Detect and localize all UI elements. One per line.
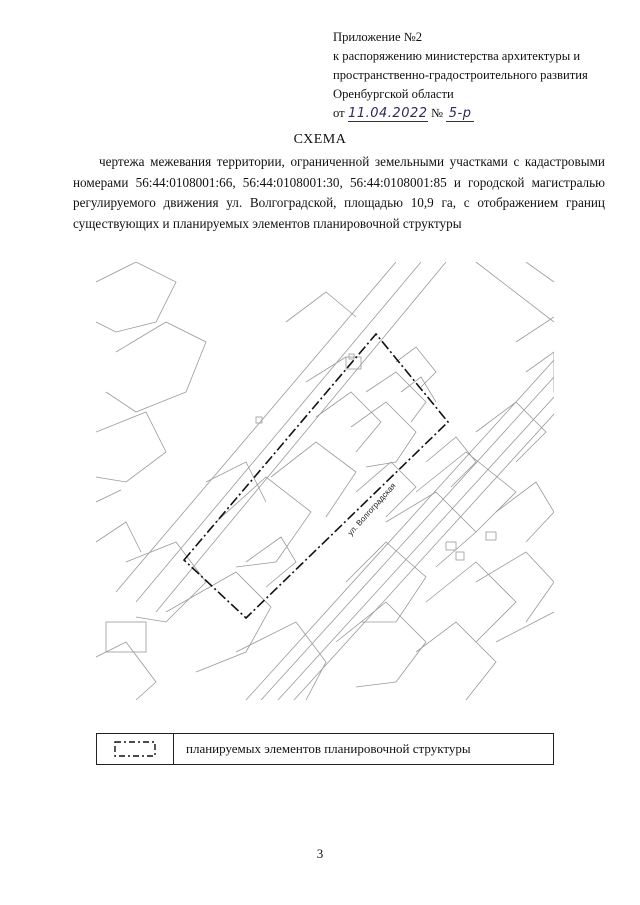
map-legend: [96, 733, 554, 765]
site-plan-map: [96, 262, 554, 700]
site-plan-drawing: [96, 262, 554, 700]
attachment-header: [333, 28, 633, 123]
document-title: СХЕМА: [293, 132, 347, 147]
page-number: 3: [316, 846, 324, 861]
attachment-title: Приложение №2: [333, 30, 423, 44]
document-description: чертежа межевания территории, ограниченной земельными участками с кадастровыми номерами 56:44:0108001:66, 56:44:0108001:30, 56:44:0108001:85 и городской магистралью регулируемого движения ул. Волгоградской, площадью 10,9 га, с отображением границ существующих и планируемых элементов планировочной структуры: [73, 154, 605, 231]
from-label: от: [333, 106, 345, 120]
attachment-date-line: [333, 104, 633, 123]
attachment-ref-line: к распоряжению министерства архитектуры и: [333, 49, 581, 63]
number-label: №: [430, 106, 443, 120]
legend-label: планируемых элементов планировочной структуры: [186, 741, 471, 756]
handwritten-date: 11.04.2022: [348, 106, 428, 121]
street-label: ул. Волгоградская: [345, 481, 398, 538]
attachment-ref-line: пространственно-градостроительного развития: [333, 68, 588, 82]
dash-dot-boundary-icon: [113, 740, 157, 758]
handwritten-number: 5-р: [448, 106, 472, 121]
attachment-ref-line: Оренбургской области: [333, 87, 454, 101]
legend-symbol: [97, 734, 174, 764]
